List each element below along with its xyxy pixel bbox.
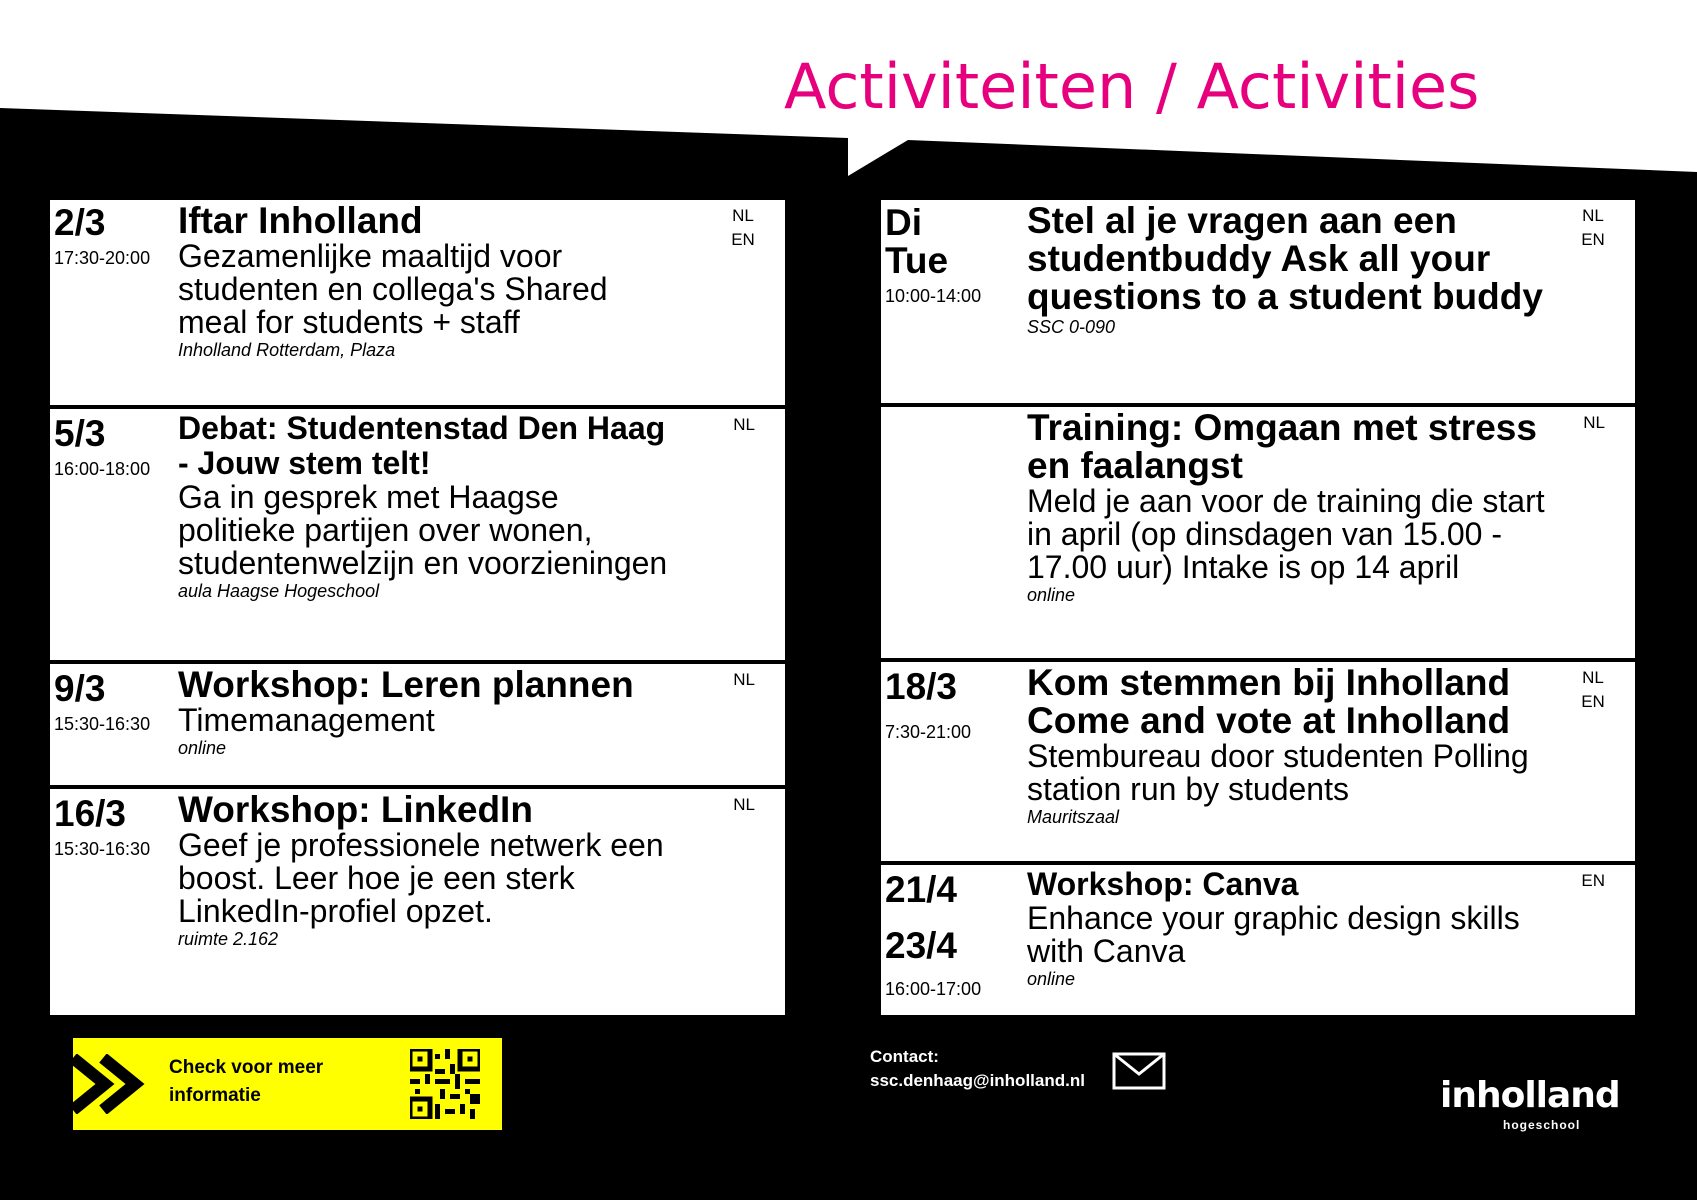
event-description: Stembureau door studenten Polling station run by students [1027,738,1529,807]
event-language: EN [1581,871,1605,890]
left-event-list [50,200,785,1015]
event-time: 10:00-14:00 [885,286,982,306]
event-location: online [1027,969,1076,989]
event-item [50,200,785,405]
logo-subtitle: hogeschool [1503,1118,1581,1132]
event-location: Inholland Rotterdam, Plaza [178,340,396,360]
event-body [178,666,695,759]
event-date: 9/3 [54,668,106,709]
event-title: Workshop: LinkedIn [178,789,533,830]
event-location: Mauritszaal [1027,807,1120,827]
event-body [178,411,675,602]
more-info-banner[interactable] [73,1038,502,1130]
event-language: NL [1583,413,1605,432]
event-date: 18/3 [885,666,958,707]
event-body [178,791,695,950]
event-time: 15:30-16:30 [54,714,151,734]
event-item [50,660,785,784]
event-description: Meld je aan voor de training die start in april (op dinsdagen van 15.00 - 17.00 uur) Intake is op 14 april [1027,483,1545,585]
event-date: 2/3 [54,202,106,243]
event-body [1027,664,1565,828]
event-date-second: 23/4 [885,925,958,966]
event-time: 16:00-17:00 [885,979,982,999]
event-language: NL EN [1581,668,1605,711]
event-time: 17:30-20:00 [54,248,151,268]
event-description: Timemanagement [178,702,435,738]
event-language: NL EN [1581,206,1605,249]
logo-name: inholland [1440,1075,1620,1116]
event-location: SSC 0-090 [1027,317,1116,337]
contact-block [870,1045,1085,1093]
event-date: 21/4 [885,869,958,910]
event-time: 7:30-21:00 [885,722,972,742]
event-location: online [1027,585,1076,605]
event-item [881,861,1635,1019]
event-date: 5/3 [54,413,106,454]
chevron-arrow-icon [73,1054,153,1114]
event-language: NL EN [731,206,755,249]
event-location: aula Haagse Hogeschool [178,581,380,601]
envelope-icon[interactable] [1112,1052,1166,1090]
page-title: Activiteiten / Activities [784,50,1480,123]
event-location: online [178,738,227,758]
event-item [50,785,785,1019]
event-body [1027,409,1565,606]
event-item [881,403,1635,662]
qr-code-icon[interactable] [410,1049,480,1119]
event-language: NL [733,415,755,434]
contact-label: Contact: [870,1047,939,1066]
event-language: NL [733,795,755,814]
inholland-logo [1440,1075,1620,1132]
event-time: 16:00-18:00 [54,459,151,479]
event-item [881,200,1635,403]
event-description: Ga in gesprek met Haagse politieke partijen over wonen, studentenwelzijn en voorzieningen [178,479,668,581]
event-item [881,658,1635,865]
event-language: NL [733,670,755,689]
event-body [178,202,675,361]
event-title: Kom stemmen bij Inholland Come and vote at Inholland [1027,662,1511,741]
event-body [1027,202,1565,338]
event-title: Iftar Inholland [178,200,423,241]
event-description: Gezamenlijke maaltijd voor studenten en collega's Shared meal for students + staff [178,238,608,340]
event-time: 15:30-16:30 [54,839,151,859]
right-event-list [881,200,1635,1015]
event-description: Geef je professionele netwerk een boost. Leer hoe je een sterk LinkedIn-profiel opzet. [178,827,664,929]
event-date: Di Tue [885,202,949,281]
event-description: Enhance your graphic design skills with Canva [1027,900,1520,969]
event-date: 16/3 [54,793,127,834]
event-title: Debat: Studentenstad Den Haag - Jouw stem telt! [178,410,666,481]
contact-email[interactable]: ssc.denhaag@inholland.nl [870,1071,1085,1090]
event-title: Training: Omgaan met stress en faalangst [1027,407,1537,486]
banner-text: Check voor meer informatie [169,1057,324,1106]
event-body [1027,867,1565,990]
event-title: Workshop: Leren plannen [178,664,634,705]
event-title: Workshop: Canva [1027,866,1299,902]
event-item [50,405,785,659]
event-title: Stel al je vragen aan een studentbuddy Ask all your questions to a student buddy [1027,200,1543,317]
event-location: ruimte 2.162 [178,929,279,949]
